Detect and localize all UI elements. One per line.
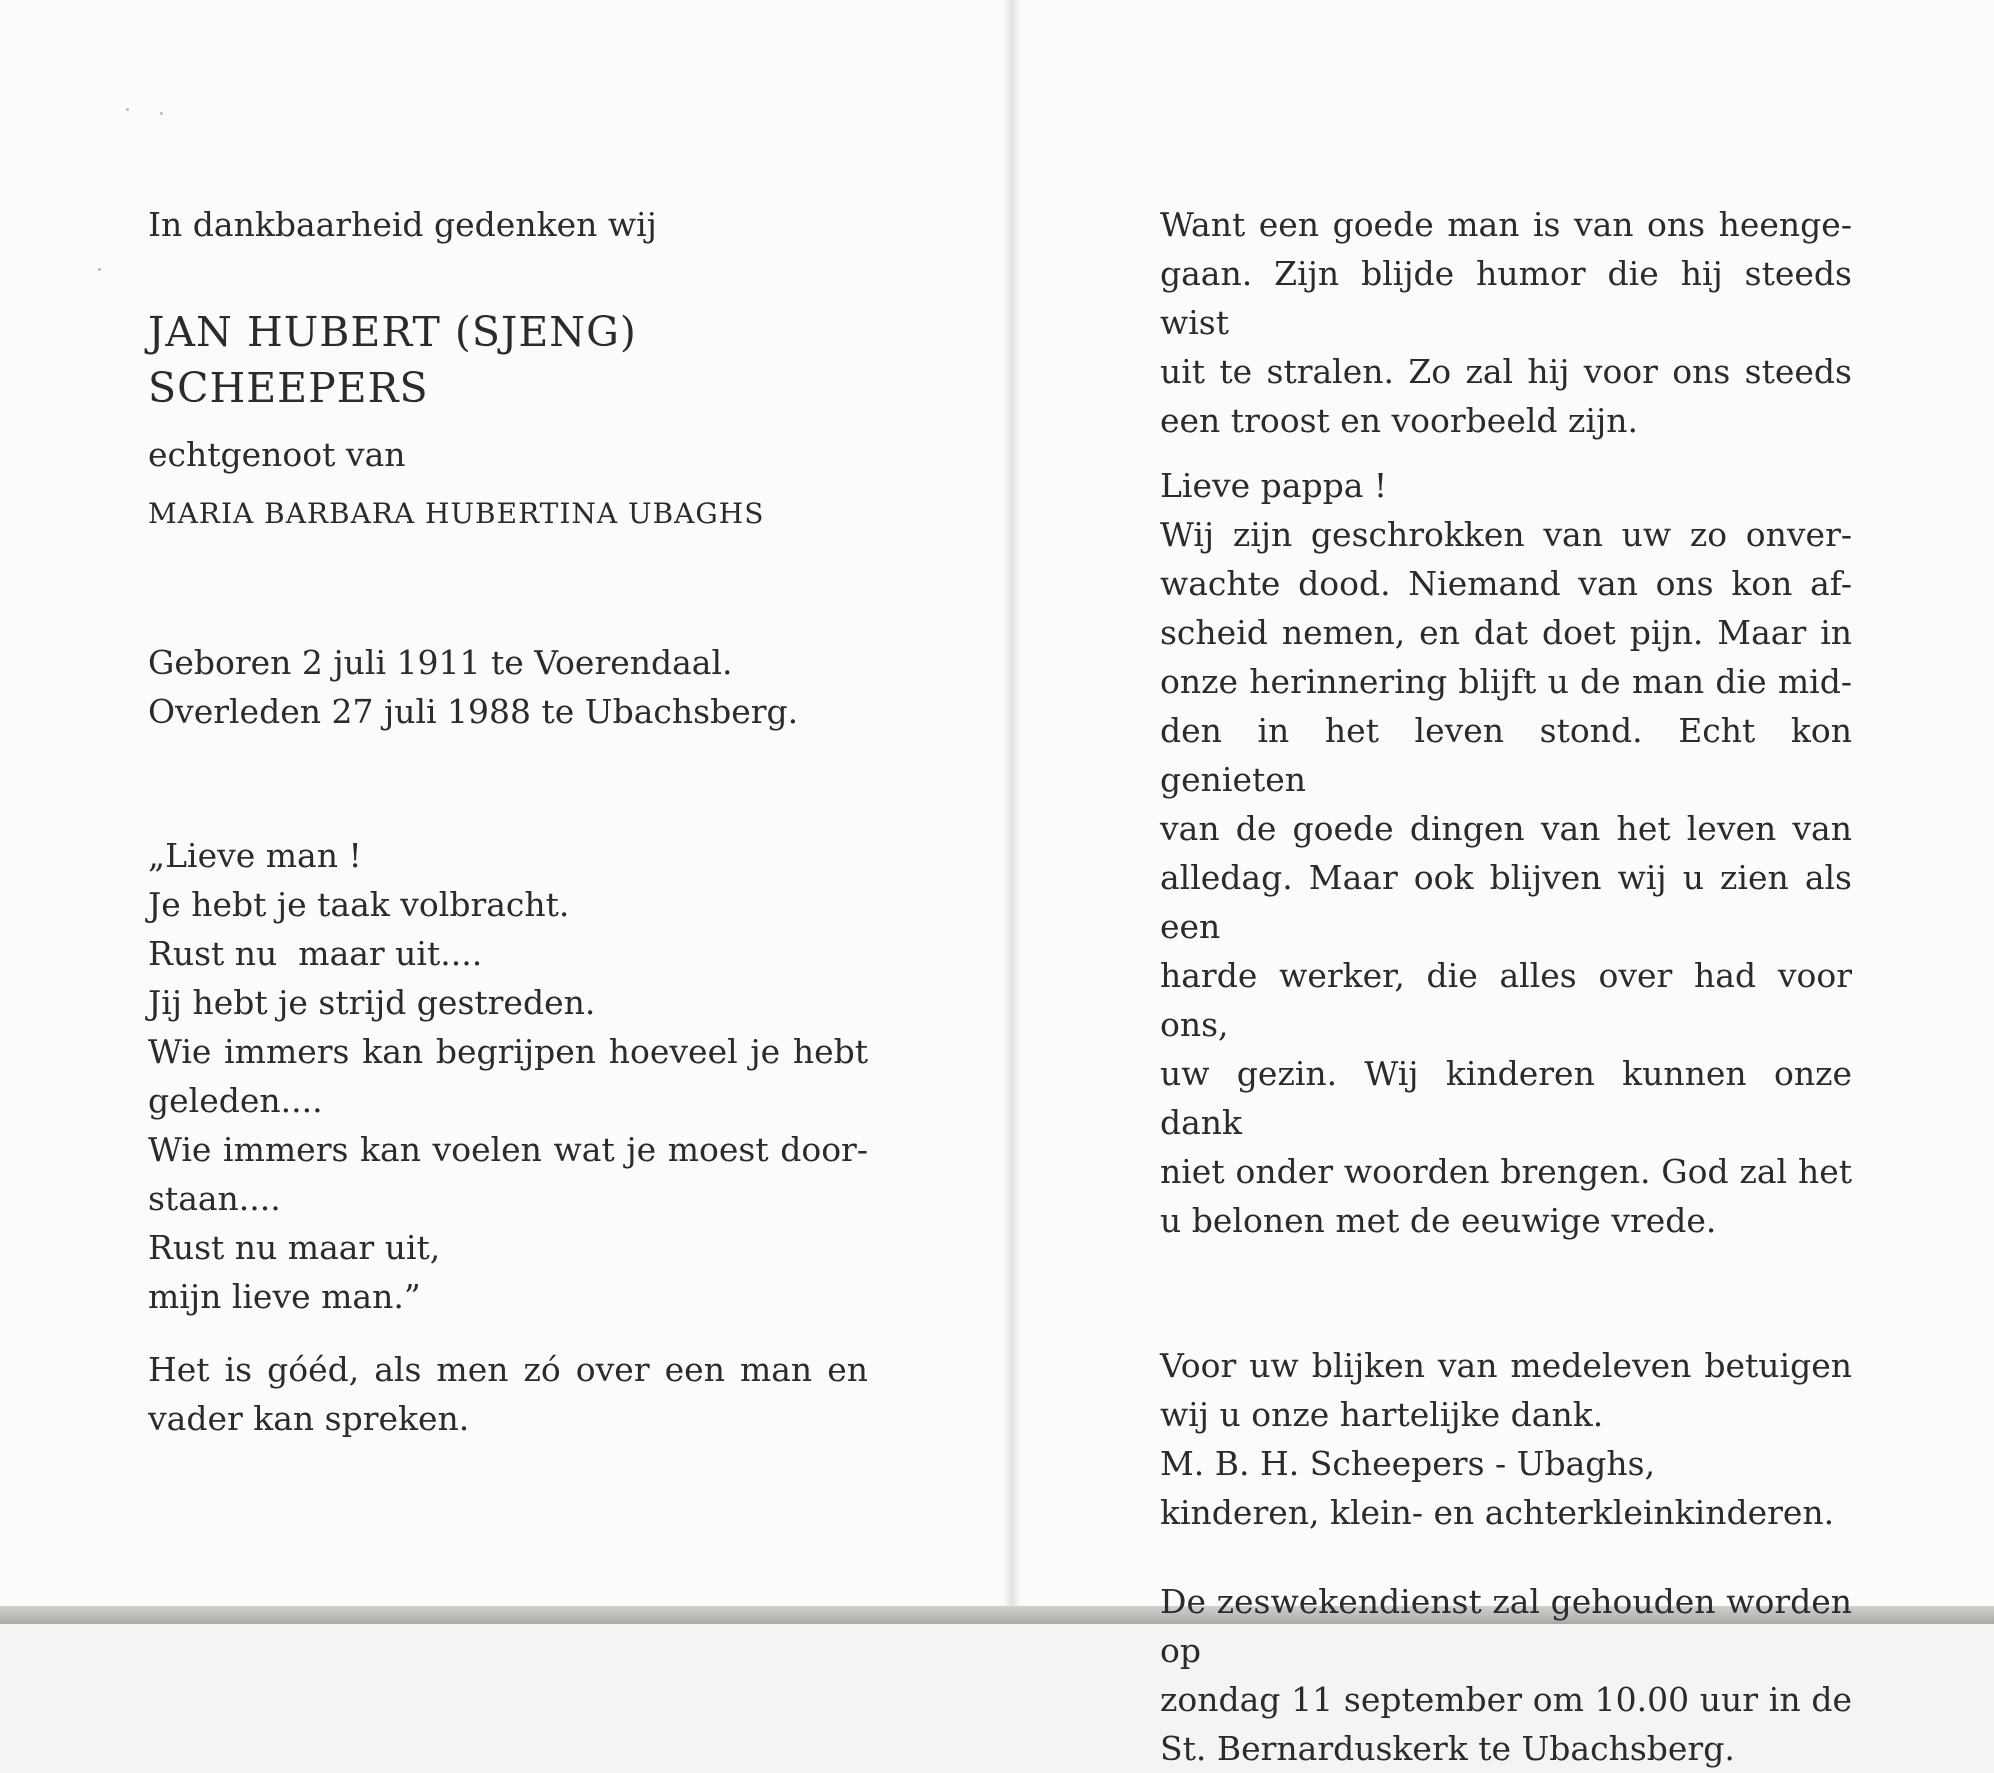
card-fold (1003, 0, 1021, 1606)
poem-line: Je hebt je taak volbracht. (148, 885, 570, 924)
text-line: den in het leven stond. Echt kon genieten (1160, 711, 1852, 799)
paper-speck (160, 112, 163, 115)
service-paragraph (1160, 1577, 1852, 1773)
poem-line: „Lieve man ! (148, 836, 362, 875)
text-line: niet onder woorden brengen. God zal het (1160, 1152, 1852, 1191)
text-line: harde werker, die alles over had voor ons, (1160, 956, 1852, 1044)
text-line: een troost en voorbeeld zijn. (1160, 401, 1638, 440)
text-line: wachte dood. Niemand van ons kon af- (1160, 564, 1852, 603)
death-line: Overleden 27 juli 1988 te Ubachsberg. (148, 692, 799, 731)
poem-line: staan.... (148, 1179, 281, 1218)
tribute-paragraph (1160, 200, 1852, 445)
thanks-paragraph (1160, 1341, 1852, 1537)
closing-line: vader kan spreken. (148, 1399, 470, 1438)
text-line: uw gezin. Wij kinderen kunnen onze dank (1160, 1054, 1852, 1142)
intro-text: In dankbaarheid gedenken wij (148, 205, 657, 244)
spouse-label: echtgenoot van (148, 435, 406, 474)
text-line: Wij zijn geschrokken van uw zo onver- (1160, 515, 1852, 554)
right-page (1160, 200, 1852, 1773)
poem-line: geleden.... (148, 1081, 323, 1120)
text-line: kinderen, klein- en achterkleinkinderen. (1160, 1493, 1835, 1532)
text-line: uit te stralen. Zo zal hij voor ons steeds (1160, 352, 1852, 391)
text-line: gaan. Zijn blijde humor die hij steeds wist (1160, 254, 1852, 342)
spouse-name: MARIA BARBARA HUBERTINA UBAGHS (148, 497, 765, 530)
name-line: JAN HUBERT (SJENG) (148, 308, 637, 356)
letter-paragraph (1160, 510, 1852, 1245)
text-line: Want een goede man is van ons heenge- (1160, 205, 1852, 244)
text-line: alledag. Maar ook blijven wij u zien als een (1160, 858, 1852, 946)
poem-line: Jij hebt je strijd gestreden. (148, 983, 596, 1022)
text-line: De zeswekendienst zal gehouden worden op (1160, 1582, 1852, 1670)
poem (148, 831, 868, 1321)
life-dates (148, 638, 868, 736)
text-line: zondag 11 september om 10.00 uur in de (1160, 1680, 1852, 1719)
greeting: Lieve pappa ! (1160, 466, 1388, 505)
name-line: SCHEEPERS (148, 364, 429, 412)
paper-speck (98, 268, 101, 271)
deceased-name (148, 304, 868, 416)
poem-line: mijn lieve man.” (148, 1277, 421, 1316)
text-line: van de goede dingen van het leven van (1160, 809, 1852, 848)
birth-line: Geboren 2 juli 1911 te Voerendaal. (148, 643, 733, 682)
text-line: M. B. H. Scheepers - Ubaghs, (1160, 1444, 1656, 1483)
poem-line: Wie immers kan begrijpen hoeveel je hebt (148, 1032, 868, 1071)
poem-line: Rust nu maar uit.... (148, 934, 483, 973)
poem-line: Rust nu maar uit, (148, 1228, 441, 1267)
closing-text (148, 1345, 868, 1443)
text-line: St. Bernarduskerk te Ubachsberg. (1160, 1729, 1735, 1768)
closing-line: Het is góéd, als men zó over een man en (148, 1350, 868, 1389)
text-line: onze herinnering blijft u de man die mid- (1160, 662, 1852, 701)
text-line: u belonen met de eeuwige vrede. (1160, 1201, 1717, 1240)
text-line: scheid nemen, en dat doet pijn. Maar in (1160, 613, 1852, 652)
paper-speck (126, 108, 129, 111)
poem-line: Wie immers kan voelen wat je moest door- (148, 1130, 868, 1169)
left-page (148, 200, 868, 1443)
text-line: Voor uw blijken van medeleven betuigen (1160, 1346, 1852, 1385)
text-line: wij u onze hartelijke dank. (1160, 1395, 1604, 1434)
